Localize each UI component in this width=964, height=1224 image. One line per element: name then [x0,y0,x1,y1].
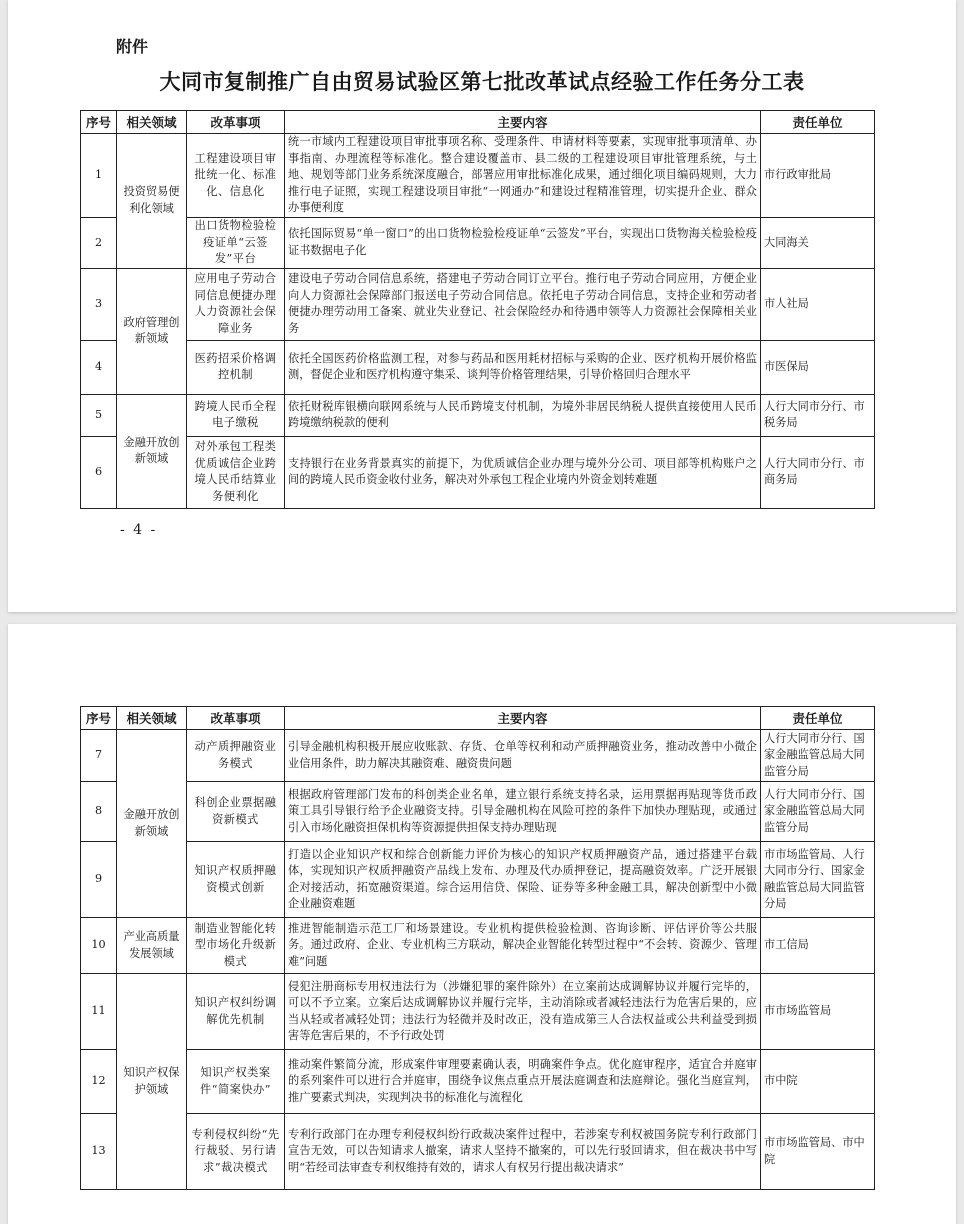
header-num: 序号 [81,111,117,134]
responsible-unit: 人行大同市分行、市商务局 [761,436,875,508]
table-row [81,1050,875,1114]
main-content: 推进智能制造示范工厂和场景建设。专业机构提供检验检测、咨询诊断、评估评价等公共服务。通过政府、企业、专业机构三方联动，解决企业智能化转型过程中“不会转、资源少、管理难”问题 [285,918,761,974]
table-header-row [81,111,875,134]
reform-item: 应用电子劳动合同信息便捷办理人力资源社会保障业务 [187,268,285,340]
reform-item: 知识产权纠纷调解优先机制 [187,974,285,1050]
header-item: 改革事项 [187,111,285,134]
responsible-unit: 市工信局 [761,918,875,974]
table-row [81,218,875,269]
table-row [81,782,875,842]
attachment-label: 附件 [116,37,149,56]
reform-item: 工程建设项目审批统一化、标准化、信息化 [187,134,285,218]
domain-cell: 金融开放创新领域 [117,730,187,918]
domain-cell: 政府管理创新领域 [117,268,187,394]
table-row [81,436,875,508]
responsible-unit: 大同海关 [761,218,875,269]
row-number: 13 [81,1114,117,1190]
responsible-unit: 人行大同市分行、国家金融监管总局大同监管分局 [761,782,875,842]
main-content: 依托国际贸易“单一窗口”的出口货物检验检疫证单“云签发”平台，实现出口货物海关检验检疫证书数据电子化 [285,218,761,269]
reform-item: 对外承包工程类优质诚信企业跨境人民币结算业务便利化 [187,436,285,508]
row-number: 5 [81,394,117,436]
main-content: 引导金融机构积极开展应收账款、存货、仓单等权利和动产质押融资业务，推动改善中小微企业信用条件，助力解决其融资难、融资贵问题 [285,730,761,782]
responsible-unit: 市市场监管局、人行大同市分行、国家金融监管总局大同监管分局 [761,842,875,918]
table-row [81,268,875,340]
responsible-unit: 市行政审批局 [761,134,875,218]
header-unit: 责任单位 [761,111,875,134]
row-number: 9 [81,842,117,918]
main-content: 根据政府管理部门发布的科创类企业名单，建立银行系统支持名录，运用票据再贴现等货币政策工具引导银行给予企业融资支持。引导金融机构在风险可控的条件下加快办理贴现，或通过引入市场化融资担保机构等资源提供担保支持办理贴现 [285,782,761,842]
row-number: 12 [81,1050,117,1114]
responsible-unit: 市医保局 [761,340,875,394]
responsible-unit: 市人社局 [761,268,875,340]
header-content: 主要内容 [285,111,761,134]
reform-item: 专利侵权纠纷“先行裁驳、另行请求”裁决模式 [187,1114,285,1190]
responsible-unit: 市市场监管局、市中院 [761,1114,875,1190]
main-content: 支持银行在业务背景真实的前提下，为优质诚信企业办理与境外分公司、项目部等机构账户之间的跨境人民币资金收付业务，解决对外承包工程企业境内外资金划转难题 [285,436,761,508]
document-page-2 [8,624,956,1224]
page-title: 大同市复制推广自由贸易试验区第七批改革试点经验工作任务分工表 [159,70,805,94]
row-number: 7 [81,730,117,782]
row-number: 6 [81,436,117,508]
main-content: 统一市域内工程建设项目审批事项名称、受理条件、申请材料等要素，实现审批事项清单、办事指南、办理流程等标准化。整合建设覆盖市、县二级的工程建设项目审批管理系统，与土地、规划等部门业务系统深度融合，部署应用审批标准化成果，通过细化项目编码规则，大力推行电子证照，实现工程建设项目审批“一网通办”和建设过程精准管理，切实提升企业、群众办事便利度 [285,134,761,218]
reform-item: 科创企业票据融资新模式 [187,782,285,842]
table-row [81,394,875,436]
row-number: 1 [81,134,117,218]
header-unit: 责任单位 [761,707,875,730]
table-row [81,1114,875,1190]
main-content: 侵犯注册商标专用权违法行为（涉嫌犯罪的案件除外）在立案前达成调解协议并履行完毕的，可以不予立案。立案后达成调解协议并履行完毕，主动消除或者减轻违法行为危害后果的，应当从轻或者减轻处罚；违法行为轻微并及时改正，没有造成第三人合法权益或公共利益受到损害等危害后果的，不予行政处罚 [285,974,761,1050]
row-number: 4 [81,340,117,394]
row-number: 11 [81,974,117,1050]
page-number: - 4 - [120,522,158,538]
table-row [81,340,875,394]
table-row [81,918,875,974]
main-content: 建设电子劳动合同信息系统，搭建电子劳动合同订立平台。推行电子劳动合同应用，方便企业向人力资源社会保障部门报送电子劳动合同信息。依托电子劳动合同信息，支持企业和劳动者便捷办理劳动用工备案、就业失业登记、社会保险经办和待遇申领等人力资源社会保障相关业务 [285,268,761,340]
reform-item: 制造业智能化转型市场化升级新模式 [187,918,285,974]
main-content: 依托全国医药价格监测工程，对参与药品和医用耗材招标与采购的企业、医疗机构开展价格监测，督促企业和医疗机构遵守集采、谈判等价格管理结果，引导价格回归合理水平 [285,340,761,394]
domain-cell: 知识产权保护领域 [117,974,187,1190]
task-table [80,110,875,509]
main-content: 专利行政部门在办理专利侵权纠纷行政裁决案件过程中，若涉案专利权被国务院专利行政部门宣告无效，可以告知请求人撤案，请求人坚持不撤案的，可以先行驳回请求，但在裁决书中写明“若经司法审查专利权维持有效的，请求人有权另行提出裁决请求” [285,1114,761,1190]
header-num: 序号 [81,707,117,730]
reform-item: 跨境人民币全程电子缴税 [187,394,285,436]
table-row [81,974,875,1050]
table-row [81,842,875,918]
responsible-unit: 人行大同市分行、国家金融监管总局大同监管分局 [761,730,875,782]
header-domain: 相关领域 [117,111,187,134]
reform-item: 动产质押融资业务模式 [187,730,285,782]
header-item: 改革事项 [187,707,285,730]
table-header-row [81,707,875,730]
row-number: 10 [81,918,117,974]
responsible-unit: 市市场监管局 [761,974,875,1050]
task-table [80,706,875,1190]
reform-item: 知识产权类案件“简案快办” [187,1050,285,1114]
main-content: 依托财税库银横向联网系统与人民币跨境支付机制，为境外非居民纳税人提供直接使用人民币跨境缴纳税款的便利 [285,394,761,436]
reform-item: 出口货物检验检疫证单“云签发”平台 [187,218,285,269]
row-number: 2 [81,218,117,269]
main-content: 推动案件繁简分流，形成案件审理要素确认表，明确案件争点。优化庭审程序，适宜合并庭审的系列案件可以进行合并庭审，围绕争议焦点重点开展法庭调查和法庭辩论。强化当庭宣判，推广要素式判决，实现判决书的标准化与流程化 [285,1050,761,1114]
domain-cell: 投资贸易便利化领域 [117,134,187,269]
row-number: 3 [81,268,117,340]
table-row [81,134,875,218]
responsible-unit: 市中院 [761,1050,875,1114]
domain-cell: 产业高质量发展领域 [117,918,187,974]
reform-item: 医药招采价格调控机制 [187,340,285,394]
header-content: 主要内容 [285,707,761,730]
table-row [81,730,875,782]
document-page-1 [8,0,956,612]
responsible-unit: 人行大同市分行、市税务局 [761,394,875,436]
header-domain: 相关领域 [117,707,187,730]
main-content: 打造以企业知识产权和综合创新能力评价为核心的知识产权质押融资产品，通过搭建平台载体，实现知识产权质押融资产品线上发布、办理及代办质押登记，提高融资效率。广泛开展银企对接活动，拓宽融资渠道。综合运用信贷、保险、证券等多种金融工具，解决创新型中小微企业融资难题 [285,842,761,918]
reform-item: 知识产权质押融资模式创新 [187,842,285,918]
domain-cell: 金融开放创新领域 [117,394,187,508]
row-number: 8 [81,782,117,842]
